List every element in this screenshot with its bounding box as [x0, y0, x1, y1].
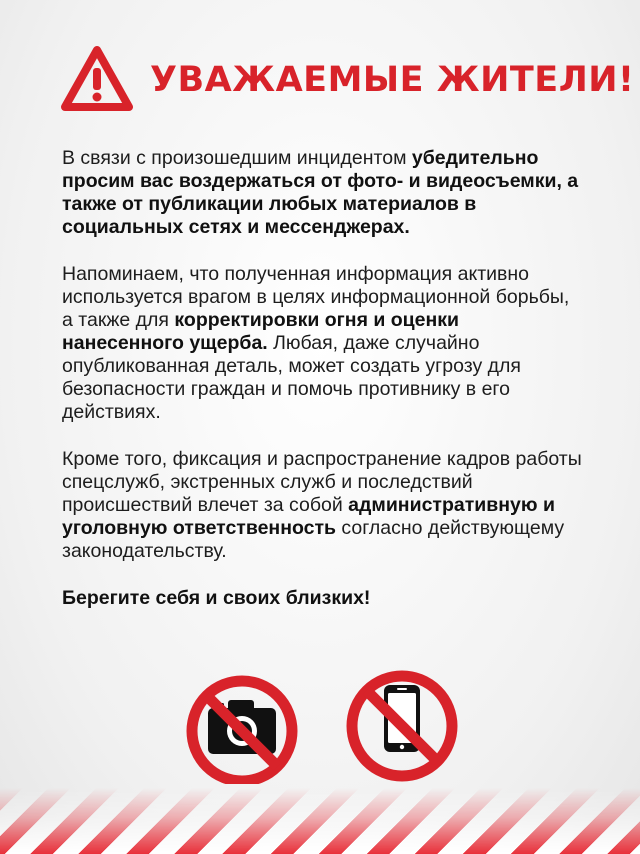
prohibition-icons [0, 668, 640, 788]
closing-line: Берегите себя и своих близких! [62, 587, 371, 609]
paragraph-3-text-end: согласно действующему законодательству. [62, 517, 565, 562]
page-title: УВАЖАЕМЫЕ ЖИТЕЛИ! [150, 60, 635, 100]
paragraph-1-text: В связи с произошедшим инцидентом [62, 147, 412, 169]
paragraph-3-text-start: Кроме того, фиксация и распространение кадров работы спецслужб, экстренных служб и последствий происшествий влечет за собой [62, 448, 582, 516]
paragraph-2-text-start: Напоминаем, что полученная информация активно используется врагом в целях информационной борьбы, а также для [62, 263, 570, 331]
paragraph-3-bold: административную и уголовную ответственность [62, 494, 555, 539]
paragraph-1 [62, 147, 582, 239]
header [60, 44, 635, 122]
paragraph-1-bold: убедительно просим вас воздержаться от фото- и видеосъемки, а также от публикации любых материалов в социальных сетях и мессенджерах. [62, 147, 579, 238]
paragraph-3 [62, 448, 582, 563]
notice-body [62, 147, 582, 610]
warning-triangle-icon [60, 44, 134, 114]
paragraph-2 [62, 263, 582, 424]
no-phone-icon [344, 668, 460, 784]
no-camera-icon [184, 668, 300, 784]
paragraph-2-bold: корректировки огня и оценки нанесенного ущерба. [62, 309, 460, 354]
hazard-stripes [0, 788, 640, 854]
paragraph-2-text-end: Любая, даже случайно опубликованная деталь, может создать угрозу для безопасности граждан и помочь противнику в его действиях. [62, 332, 521, 423]
